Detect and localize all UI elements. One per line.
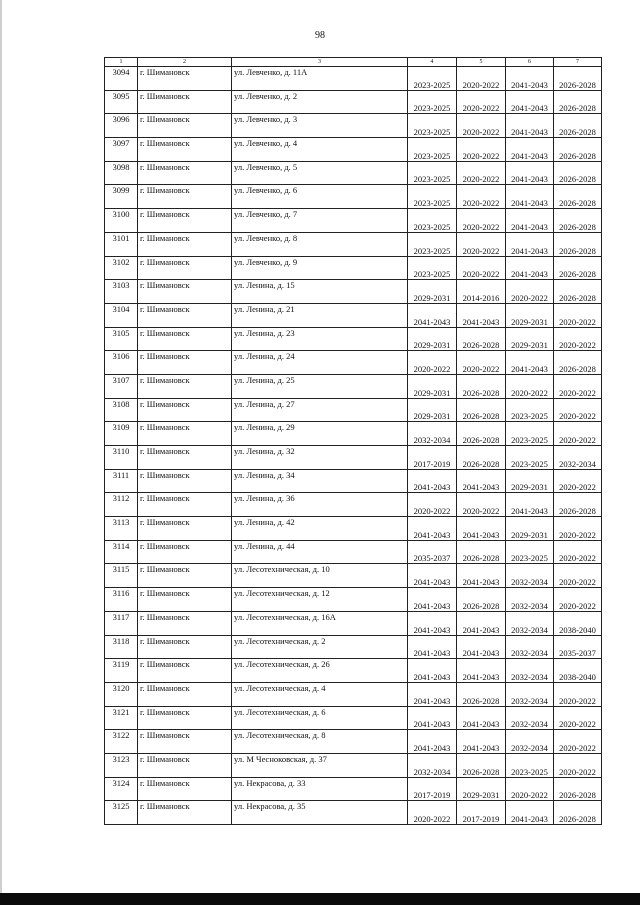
period-col4-cell: 2023-2025 (408, 114, 457, 138)
column-header-4: 4 (408, 58, 457, 67)
period-col5-cell: 2020-2022 (457, 90, 506, 114)
scan-bottom-border (0, 893, 640, 905)
period-col7-cell: 2020-2022 (554, 540, 602, 564)
period-col7-cell: 2020-2022 (554, 303, 602, 327)
row-number: 3097 (105, 138, 138, 162)
row-number: 3103 (105, 280, 138, 304)
table-row (105, 635, 602, 659)
period-col6-cell: 2023-2025 (506, 753, 554, 777)
period-col6-cell: 2023-2025 (506, 398, 554, 422)
city-cell: г. Шимановск (138, 611, 232, 635)
city-cell: г. Шимановск (138, 635, 232, 659)
city-cell: г. Шимановск (138, 185, 232, 209)
row-number: 3120 (105, 682, 138, 706)
period-col7-cell: 2038-2040 (554, 611, 602, 635)
row-number: 3100 (105, 209, 138, 233)
period-col6-cell: 2023-2025 (506, 422, 554, 446)
address-cell: ул. Левченко, д. 8 (232, 232, 408, 256)
period-col4-cell: 2023-2025 (408, 138, 457, 162)
period-col5-cell: 2020-2022 (457, 161, 506, 185)
column-header-2: 2 (138, 58, 232, 67)
period-col5-cell: 2041-2043 (457, 564, 506, 588)
period-col6-cell: 2020-2022 (506, 280, 554, 304)
period-col5-cell: 2020-2022 (457, 256, 506, 280)
period-col7-cell: 2020-2022 (554, 706, 602, 730)
address-cell: ул. Ленина, д. 29 (232, 422, 408, 446)
row-number: 3107 (105, 374, 138, 398)
address-cell: ул. Лесотехническая, д. 16А (232, 611, 408, 635)
period-col5-cell: 2020-2022 (457, 232, 506, 256)
period-col5-cell: 2026-2028 (457, 753, 506, 777)
period-col7-cell: 2020-2022 (554, 588, 602, 612)
period-col5-cell: 2020-2022 (457, 67, 506, 91)
city-cell: г. Шимановск (138, 682, 232, 706)
address-cell: ул. Левченко, д. 4 (232, 138, 408, 162)
period-col6-cell: 2041-2043 (506, 185, 554, 209)
table-row (105, 588, 602, 612)
address-cell: ул. Ленина, д. 34 (232, 469, 408, 493)
period-col5-cell: 2026-2028 (457, 374, 506, 398)
column-header-5: 5 (457, 58, 506, 67)
city-cell: г. Шимановск (138, 801, 232, 825)
table-row (105, 185, 602, 209)
period-col5-cell: 2041-2043 (457, 659, 506, 683)
table-row (105, 777, 602, 801)
period-col6-cell: 2032-2034 (506, 635, 554, 659)
city-cell: г. Шимановск (138, 67, 232, 91)
row-number: 3094 (105, 67, 138, 91)
period-col4-cell: 2023-2025 (408, 161, 457, 185)
row-number: 3116 (105, 588, 138, 612)
row-number: 3095 (105, 90, 138, 114)
address-cell: ул. Левченко, д. 9 (232, 256, 408, 280)
table-header (105, 58, 602, 67)
period-col7-cell: 2026-2028 (554, 256, 602, 280)
city-cell: г. Шимановск (138, 161, 232, 185)
period-col7-cell: 2020-2022 (554, 469, 602, 493)
city-cell: г. Шимановск (138, 777, 232, 801)
period-col6-cell: 2020-2022 (506, 777, 554, 801)
row-number: 3110 (105, 446, 138, 470)
address-cell: ул. М Чесноковская, д. 37 (232, 753, 408, 777)
row-number: 3098 (105, 161, 138, 185)
period-col4-cell: 2041-2043 (408, 611, 457, 635)
period-col7-cell: 2026-2028 (554, 185, 602, 209)
table-row (105, 517, 602, 541)
address-cell: ул. Ленина, д. 23 (232, 327, 408, 351)
period-col6-cell: 2020-2022 (506, 374, 554, 398)
period-col4-cell: 2032-2034 (408, 422, 457, 446)
city-cell: г. Шимановск (138, 730, 232, 754)
row-number: 3112 (105, 493, 138, 517)
period-col4-cell: 2041-2043 (408, 682, 457, 706)
city-cell: г. Шимановск (138, 209, 232, 233)
column-header-7: 7 (554, 58, 602, 67)
period-col6-cell: 2041-2043 (506, 493, 554, 517)
table-row (105, 564, 602, 588)
period-col4-cell: 2023-2025 (408, 256, 457, 280)
row-number: 3105 (105, 327, 138, 351)
period-col5-cell: 2041-2043 (457, 706, 506, 730)
city-cell: г. Шимановск (138, 517, 232, 541)
period-col4-cell: 2041-2043 (408, 706, 457, 730)
column-header-1: 1 (105, 58, 138, 67)
address-cell: ул. Лесотехническая, д. 12 (232, 588, 408, 612)
period-col5-cell: 2017-2019 (457, 801, 506, 825)
row-number: 3124 (105, 777, 138, 801)
row-number: 3119 (105, 659, 138, 683)
table-row (105, 398, 602, 422)
period-col4-cell: 2029-2031 (408, 398, 457, 422)
row-number: 3123 (105, 753, 138, 777)
period-col7-cell: 2020-2022 (554, 753, 602, 777)
period-col5-cell: 2020-2022 (457, 138, 506, 162)
period-col5-cell: 2026-2028 (457, 422, 506, 446)
address-cell: ул. Лесотехническая, д. 8 (232, 730, 408, 754)
period-col4-cell: 2041-2043 (408, 659, 457, 683)
period-col5-cell: 2020-2022 (457, 351, 506, 375)
row-number: 3102 (105, 256, 138, 280)
period-col6-cell: 2023-2025 (506, 540, 554, 564)
table-row (105, 730, 602, 754)
row-number: 3118 (105, 635, 138, 659)
table-row (105, 114, 602, 138)
address-cell: ул. Некрасова, д. 33 (232, 777, 408, 801)
address-cell: ул. Лесотехническая, д. 2 (232, 635, 408, 659)
period-col7-cell: 2026-2028 (554, 114, 602, 138)
table-row (105, 256, 602, 280)
period-col4-cell: 2017-2019 (408, 446, 457, 470)
period-col5-cell: 2041-2043 (457, 730, 506, 754)
column-header-3: 3 (232, 58, 408, 67)
city-cell: г. Шимановск (138, 540, 232, 564)
housing-repair-schedule-table (104, 57, 602, 825)
address-cell: ул. Ленина, д. 15 (232, 280, 408, 304)
city-cell: г. Шимановск (138, 493, 232, 517)
period-col5-cell: 2026-2028 (457, 398, 506, 422)
period-col5-cell: 2020-2022 (457, 209, 506, 233)
period-col7-cell: 2026-2028 (554, 801, 602, 825)
period-col7-cell: 2026-2028 (554, 232, 602, 256)
period-col5-cell: 2026-2028 (457, 446, 506, 470)
address-cell: ул. Лесотехническая, д. 26 (232, 659, 408, 683)
row-number: 3111 (105, 469, 138, 493)
period-col7-cell: 2026-2028 (554, 777, 602, 801)
period-col6-cell: 2041-2043 (506, 232, 554, 256)
table-row (105, 706, 602, 730)
row-number: 3115 (105, 564, 138, 588)
period-col6-cell: 2041-2043 (506, 67, 554, 91)
period-col6-cell: 2041-2043 (506, 114, 554, 138)
table-row (105, 138, 602, 162)
row-number: 3108 (105, 398, 138, 422)
scan-left-edge (0, 0, 2, 905)
address-cell: ул. Лесотехническая, д. 10 (232, 564, 408, 588)
period-col4-cell: 2023-2025 (408, 232, 457, 256)
period-col6-cell: 2041-2043 (506, 256, 554, 280)
period-col6-cell: 2032-2034 (506, 659, 554, 683)
period-col6-cell: 2023-2025 (506, 446, 554, 470)
period-col4-cell: 2029-2031 (408, 374, 457, 398)
period-col5-cell: 2020-2022 (457, 114, 506, 138)
period-col4-cell: 2041-2043 (408, 303, 457, 327)
period-col6-cell: 2041-2043 (506, 801, 554, 825)
period-col6-cell: 2032-2034 (506, 706, 554, 730)
period-col6-cell: 2041-2043 (506, 351, 554, 375)
period-col4-cell: 2035-2037 (408, 540, 457, 564)
period-col4-cell: 2041-2043 (408, 517, 457, 541)
period-col4-cell: 2041-2043 (408, 564, 457, 588)
period-col7-cell: 2026-2028 (554, 90, 602, 114)
table-row (105, 682, 602, 706)
period-col5-cell: 2020-2022 (457, 493, 506, 517)
city-cell: г. Шимановск (138, 422, 232, 446)
period-col4-cell: 2023-2025 (408, 185, 457, 209)
period-col6-cell: 2041-2043 (506, 209, 554, 233)
period-col6-cell: 2041-2043 (506, 90, 554, 114)
table-row (105, 801, 602, 825)
period-col5-cell: 2041-2043 (457, 517, 506, 541)
city-cell: г. Шимановск (138, 256, 232, 280)
city-cell: г. Шимановск (138, 138, 232, 162)
table-row (105, 469, 602, 493)
city-cell: г. Шимановск (138, 706, 232, 730)
period-col7-cell: 2026-2028 (554, 493, 602, 517)
row-number: 3109 (105, 422, 138, 446)
period-col7-cell: 2026-2028 (554, 161, 602, 185)
table-row (105, 303, 602, 327)
period-col6-cell: 2032-2034 (506, 611, 554, 635)
period-col5-cell: 2041-2043 (457, 635, 506, 659)
period-col5-cell: 2041-2043 (457, 611, 506, 635)
address-cell: ул. Ленина, д. 25 (232, 374, 408, 398)
city-cell: г. Шимановск (138, 280, 232, 304)
row-number: 3099 (105, 185, 138, 209)
row-number: 3121 (105, 706, 138, 730)
city-cell: г. Шимановск (138, 303, 232, 327)
table-row (105, 753, 602, 777)
address-cell: ул. Левченко, д. 2 (232, 90, 408, 114)
period-col4-cell: 2041-2043 (408, 635, 457, 659)
column-number-row (105, 58, 602, 67)
period-col5-cell: 2014-2016 (457, 280, 506, 304)
period-col5-cell: 2029-2031 (457, 777, 506, 801)
row-number: 3106 (105, 351, 138, 375)
row-number: 3122 (105, 730, 138, 754)
city-cell: г. Шимановск (138, 327, 232, 351)
period-col4-cell: 2020-2022 (408, 801, 457, 825)
city-cell: г. Шимановск (138, 753, 232, 777)
period-col6-cell: 2032-2034 (506, 730, 554, 754)
period-col7-cell: 2020-2022 (554, 682, 602, 706)
period-col4-cell: 2020-2022 (408, 493, 457, 517)
period-col7-cell: 2035-2037 (554, 635, 602, 659)
city-cell: г. Шимановск (138, 446, 232, 470)
table-row (105, 351, 602, 375)
period-col6-cell: 2029-2031 (506, 303, 554, 327)
address-cell: ул. Ленина, д. 36 (232, 493, 408, 517)
period-col7-cell: 2026-2028 (554, 209, 602, 233)
row-number: 3114 (105, 540, 138, 564)
table-row (105, 280, 602, 304)
row-number: 3125 (105, 801, 138, 825)
period-col7-cell: 2020-2022 (554, 327, 602, 351)
row-number: 3101 (105, 232, 138, 256)
city-cell: г. Шимановск (138, 114, 232, 138)
table-body (105, 67, 602, 825)
period-col7-cell: 2020-2022 (554, 398, 602, 422)
period-col4-cell: 2020-2022 (408, 351, 457, 375)
city-cell: г. Шимановск (138, 564, 232, 588)
period-col7-cell: 2032-2034 (554, 446, 602, 470)
period-col6-cell: 2032-2034 (506, 588, 554, 612)
period-col7-cell: 2020-2022 (554, 730, 602, 754)
period-col5-cell: 2041-2043 (457, 303, 506, 327)
address-cell: ул. Ленина, д. 32 (232, 446, 408, 470)
period-col5-cell: 2020-2022 (457, 185, 506, 209)
address-cell: ул. Левченко, д. 6 (232, 185, 408, 209)
period-col7-cell: 2020-2022 (554, 422, 602, 446)
table-row (105, 611, 602, 635)
period-col7-cell: 2038-2040 (554, 659, 602, 683)
address-cell: ул. Лесотехническая, д. 4 (232, 682, 408, 706)
city-cell: г. Шимановск (138, 469, 232, 493)
period-col5-cell: 2026-2028 (457, 327, 506, 351)
period-col6-cell: 2041-2043 (506, 161, 554, 185)
period-col5-cell: 2026-2028 (457, 588, 506, 612)
column-header-6: 6 (506, 58, 554, 67)
period-col6-cell: 2029-2031 (506, 327, 554, 351)
row-number: 3117 (105, 611, 138, 635)
period-col4-cell: 2029-2031 (408, 327, 457, 351)
city-cell: г. Шимановск (138, 232, 232, 256)
period-col4-cell: 2023-2025 (408, 209, 457, 233)
address-cell: ул. Лесотехническая, д. 6 (232, 706, 408, 730)
row-number: 3096 (105, 114, 138, 138)
period-col6-cell: 2029-2031 (506, 517, 554, 541)
row-number: 3113 (105, 517, 138, 541)
page-number: 98 (315, 30, 325, 41)
table-row (105, 327, 602, 351)
city-cell: г. Шимановск (138, 374, 232, 398)
city-cell: г. Шимановск (138, 588, 232, 612)
table-row (105, 493, 602, 517)
period-col7-cell: 2020-2022 (554, 517, 602, 541)
table-row (105, 659, 602, 683)
period-col4-cell: 2023-2025 (408, 90, 457, 114)
table-row (105, 67, 602, 91)
address-cell: ул. Некрасова, д. 35 (232, 801, 408, 825)
address-cell: ул. Ленина, д. 44 (232, 540, 408, 564)
period-col4-cell: 2017-2019 (408, 777, 457, 801)
period-col4-cell: 2032-2034 (408, 753, 457, 777)
period-col5-cell: 2041-2043 (457, 469, 506, 493)
period-col6-cell: 2032-2034 (506, 564, 554, 588)
city-cell: г. Шимановск (138, 659, 232, 683)
period-col6-cell: 2041-2043 (506, 138, 554, 162)
table-row (105, 90, 602, 114)
period-col4-cell: 2023-2025 (408, 67, 457, 91)
period-col5-cell: 2026-2028 (457, 682, 506, 706)
city-cell: г. Шимановск (138, 398, 232, 422)
address-cell: ул. Ленина, д. 21 (232, 303, 408, 327)
table-row (105, 446, 602, 470)
address-cell: ул. Левченко, д. 7 (232, 209, 408, 233)
table-row (105, 422, 602, 446)
address-cell: ул. Левченко, д. 5 (232, 161, 408, 185)
address-cell: ул. Ленина, д. 42 (232, 517, 408, 541)
period-col7-cell: 2026-2028 (554, 138, 602, 162)
table-row (105, 232, 602, 256)
table-row (105, 209, 602, 233)
period-col7-cell: 2020-2022 (554, 374, 602, 398)
period-col4-cell: 2029-2031 (408, 280, 457, 304)
period-col4-cell: 2041-2043 (408, 730, 457, 754)
period-col7-cell: 2026-2028 (554, 67, 602, 91)
table-row (105, 374, 602, 398)
period-col6-cell: 2029-2031 (506, 469, 554, 493)
period-col6-cell: 2032-2034 (506, 682, 554, 706)
row-number: 3104 (105, 303, 138, 327)
period-col7-cell: 2020-2022 (554, 564, 602, 588)
address-cell: ул. Левченко, д. 11А (232, 67, 408, 91)
city-cell: г. Шимановск (138, 351, 232, 375)
table-row (105, 161, 602, 185)
table-row (105, 540, 602, 564)
period-col7-cell: 2026-2028 (554, 351, 602, 375)
address-cell: ул. Ленина, д. 27 (232, 398, 408, 422)
period-col7-cell: 2026-2028 (554, 280, 602, 304)
period-col5-cell: 2026-2028 (457, 540, 506, 564)
period-col4-cell: 2041-2043 (408, 588, 457, 612)
address-cell: ул. Левченко, д. 3 (232, 114, 408, 138)
address-cell: ул. Ленина, д. 24 (232, 351, 408, 375)
city-cell: г. Шимановск (138, 90, 232, 114)
period-col4-cell: 2041-2043 (408, 469, 457, 493)
